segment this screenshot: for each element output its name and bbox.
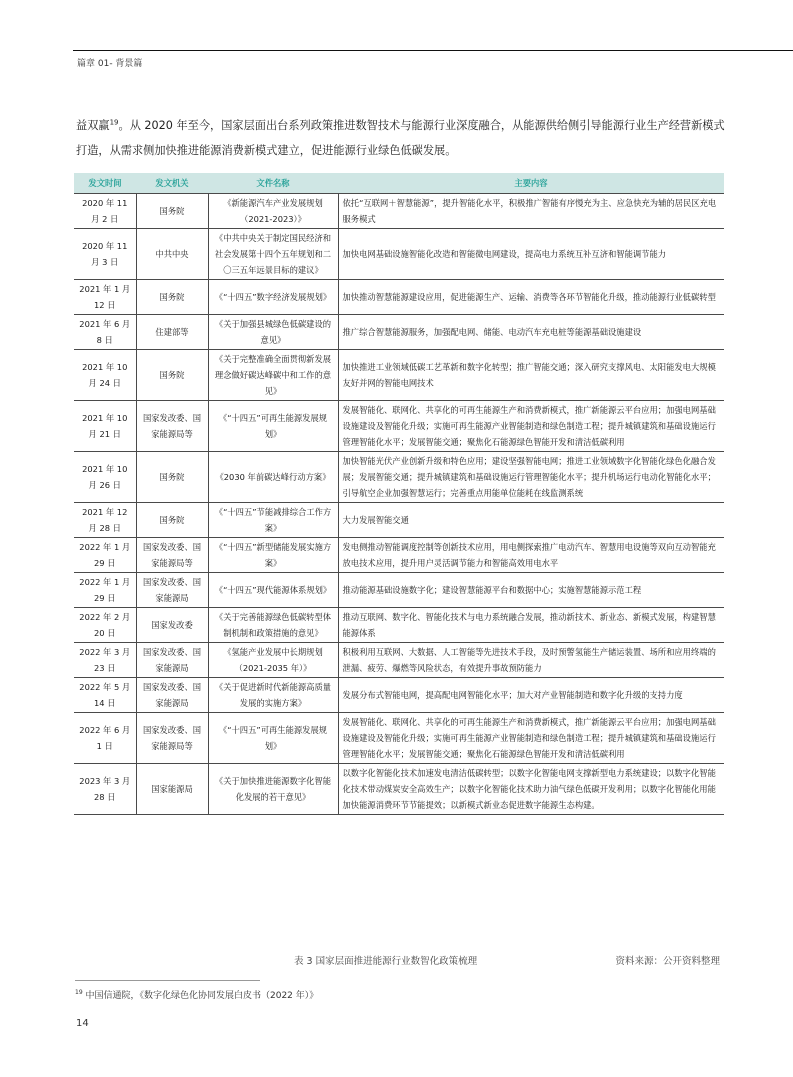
cell-date: 2021 年 10 月 26 日: [74, 452, 136, 503]
cell-date: 2022 年 3 月 23 日: [74, 643, 136, 678]
table-row: [74, 608, 724, 643]
cell-date: 2021 年 10 月 24 日: [74, 350, 136, 401]
table-row: [74, 713, 724, 764]
cell-date: 2023 年 3 月 28 日: [74, 764, 136, 815]
cell-content: 以数字化智能化技术加速发电清洁低碳转型；以数字化智能电网支撑新型电力系统建设；以数字化智能化技术带动煤炭安全高效生产；以数字化智能化技术助力油气绿色低碳开发利用；以数字化智能化用能加快能源消费环节节能提效；以新模式新业态促进数字能源生态构建。: [338, 764, 724, 815]
cell-document: 《“十四五”现代能源体系规划》: [208, 573, 338, 608]
cell-date: 2022 年 2 月 20 日: [74, 608, 136, 643]
cell-content: 加快推进工业领域低碳工艺革新和数字化转型；推广智能交通；深入研究支撑风电、太阳能发电大规模友好并网的智能电网技术: [338, 350, 724, 401]
source-note: 资料来源：公开资料整理: [615, 956, 720, 967]
cell-issuer: 国务院: [136, 350, 208, 401]
cell-document: 《关于加快推进能源数字化智能化发展的若干意见》: [208, 764, 338, 815]
cell-document: 《“十四五”新型储能发展实施方案》: [208, 538, 338, 573]
table-row: [74, 280, 724, 315]
cell-issuer: 国家发改委、国家能源局: [136, 643, 208, 678]
cell-date: 2021 年 10 月 21 日: [74, 401, 136, 452]
table-row: [74, 194, 724, 229]
cell-date: 2020 年 11 月 3 日: [74, 229, 136, 280]
cell-issuer: 国务院: [136, 503, 208, 538]
cell-content: 加快电网基础设施智能化改造和智能微电网建设，提高电力系统互补互济和智能调节能力: [338, 229, 724, 280]
table-row: [74, 764, 724, 815]
cell-date: 2022 年 5 月 14 日: [74, 678, 136, 713]
cell-date: 2022 年 6 月 1 日: [74, 713, 136, 764]
cell-content: 加快智能光伏产业创新升级和特色应用；建设坚强智能电网；推进工业领域数字化智能化绿色化融合发展；发展智能交通；提升城镇建筑和基础设施运行管理智能化水平；提升机场运行电动化智能化水平；引导航空企业加强智慧运行；完善重点用能单位能耗在线监测系统: [338, 452, 724, 503]
cell-issuer: 国务院: [136, 280, 208, 315]
cell-date: 2021 年 12 月 28 日: [74, 503, 136, 538]
cell-content: 推动互联网、数字化、智能化技术与电力系统融合发展，推动新技术、新业态、新模式发展，构建智慧能源体系: [338, 608, 724, 643]
cell-document: 《关于加强县城绿色低碳建设的意见》: [208, 315, 338, 350]
intro-paragraph: [76, 113, 726, 163]
table-row: [74, 452, 724, 503]
header-date: 发文时间: [74, 173, 136, 194]
chapter-label: 篇章 01- 背景篇: [77, 59, 143, 69]
cell-document: 《2030 年前碳达峰行动方案》: [208, 452, 338, 503]
page-number: 14: [76, 1018, 89, 1029]
header-rule: [73, 50, 793, 51]
table-header-row: [74, 173, 724, 194]
table-row: [74, 678, 724, 713]
table-row: [74, 538, 724, 573]
table-caption: 表 3 国家层面推进能源行业数智化政策梳理: [294, 956, 478, 967]
intro-lead: 益双赢: [76, 119, 110, 132]
cell-issuer: 国家能源局: [136, 764, 208, 815]
cell-issuer: 国家发改委: [136, 608, 208, 643]
policy-table: [74, 173, 724, 815]
cell-document: 《关于完善能源绿色低碳转型体制机制和政策措施的意见》: [208, 608, 338, 643]
intro-text: 。从 2020 年至今，国家层面出台系列政策推进数智技术与能源行业深度融合，从能源供给侧引导能源行业生产经营新模式打造，从需求侧加快推进能源消费新模式建立，促进能源行业绿色低碳发展。: [76, 119, 725, 157]
table-row: [74, 573, 724, 608]
footnote-ref[interactable]: 19: [109, 118, 119, 127]
cell-issuer: 住建部等: [136, 315, 208, 350]
header-content: 主要内容: [338, 173, 724, 194]
cell-document: 《“十四五”数字经济发展规划》: [208, 280, 338, 315]
cell-content: 依托“互联网＋智慧能源”，提升智能化水平，积极推广智能有序慢充为主、应急快充为辅的居民区充电服务模式: [338, 194, 724, 229]
cell-date: 2022 年 1 月 29 日: [74, 538, 136, 573]
cell-content: 积极利用互联网、大数据、人工智能等先进技术手段，及时预警氢能生产储运装置、场所和应用终端的泄漏、疲劳、爆燃等风险状态，有效提升事故预防能力: [338, 643, 724, 678]
footnote: [75, 988, 318, 1001]
cell-content: 发展智能化、联网化、共享化的可再生能源生产和消费新模式，推广新能源云平台应用；加强电网基础设施建设及智能化升级；实施可再生能源产业智能制造和绿色制造工程；提升城镇建筑和基础设施运行管理智能化水平；发展智能交通；聚焦化石能源绿色智能开发和清洁低碳利用: [338, 401, 724, 452]
cell-issuer: 国家发改委、国家能源局等: [136, 538, 208, 573]
cell-document: 《新能源汽车产业发展规划（2021-2023）》: [208, 194, 338, 229]
cell-document: 《“十四五”节能减排综合工作方案》: [208, 503, 338, 538]
header-issuer: 发文机关: [136, 173, 208, 194]
cell-document: 《关于完整准确全面贯彻新发展理念做好碳达峰碳中和工作的意见》: [208, 350, 338, 401]
table-row: [74, 643, 724, 678]
cell-issuer: 国家发改委、国家能源局等: [136, 713, 208, 764]
cell-issuer: 国家发改委、国家能源局: [136, 678, 208, 713]
cell-content: 发电侧推动智能调度控制等创新技术应用，用电侧探索推广电动汽车、智慧用电设施等双向互动智能充放电技术应用，提升用户灵活调节能力和智能高效用电水平: [338, 538, 724, 573]
cell-content: 加快推动智慧能源建设应用，促进能源生产、运输、消费等各环节智能化升级，推动能源行业低碳转型: [338, 280, 724, 315]
cell-document: 《氢能产业发展中长期规划（2021-2035 年）》: [208, 643, 338, 678]
cell-document: 《“十四五”可再生能源发展规划》: [208, 713, 338, 764]
cell-issuer: 国务院: [136, 194, 208, 229]
cell-issuer: 中共中央: [136, 229, 208, 280]
cell-issuer: 国务院: [136, 452, 208, 503]
table-row: [74, 229, 724, 280]
footnote-text: 中国信通院，《数字化绿色化协同发展白皮书（2022 年）》: [82, 991, 319, 1001]
table-row: [74, 350, 724, 401]
cell-content: 发展分布式智能电网，提高配电网智能化水平；加大对产业智能制造和数字化升级的支持力度: [338, 678, 724, 713]
cell-date: 2021 年 6 月 8 日: [74, 315, 136, 350]
cell-date: 2021 年 1 月 12 日: [74, 280, 136, 315]
cell-document: 《中共中央关于制定国民经济和社会发展第十四个五年规划和二〇三五年远景目标的建议》: [208, 229, 338, 280]
cell-issuer: 国家发改委、国家能源局等: [136, 401, 208, 452]
cell-content: 推广综合智慧能源服务，加强配电网、储能、电动汽车充电桩等能源基础设施建设: [338, 315, 724, 350]
table-row: [74, 401, 724, 452]
cell-issuer: 国家发改委、国家能源局: [136, 573, 208, 608]
footnote-number: 19: [75, 989, 83, 996]
cell-content: 发展智能化、联网化、共享化的可再生能源生产和消费新模式，推广新能源云平台应用；加强电网基础设施建设及智能化升级；实施可再生能源产业智能制造和绿色制造工程；提升城镇建筑和基础设施运行管理智能化水平；发展智能交通；聚焦化石能源绿色智能开发和清洁低碳利用: [338, 713, 724, 764]
cell-date: 2022 年 1 月 29 日: [74, 573, 136, 608]
cell-content: 大力发展智能交通: [338, 503, 724, 538]
cell-document: 《“十四五”可再生能源发展规划》: [208, 401, 338, 452]
footnote-rule: [75, 980, 260, 981]
cell-document: 《关于促进新时代新能源高质量发展的实施方案》: [208, 678, 338, 713]
cell-date: 2020 年 11 月 2 日: [74, 194, 136, 229]
cell-content: 推动能源基础设施数字化；建设智慧能源平台和数据中心；实施智慧能源示范工程: [338, 573, 724, 608]
table-row: [74, 503, 724, 538]
table-row: [74, 315, 724, 350]
header-document: 文件名称: [208, 173, 338, 194]
